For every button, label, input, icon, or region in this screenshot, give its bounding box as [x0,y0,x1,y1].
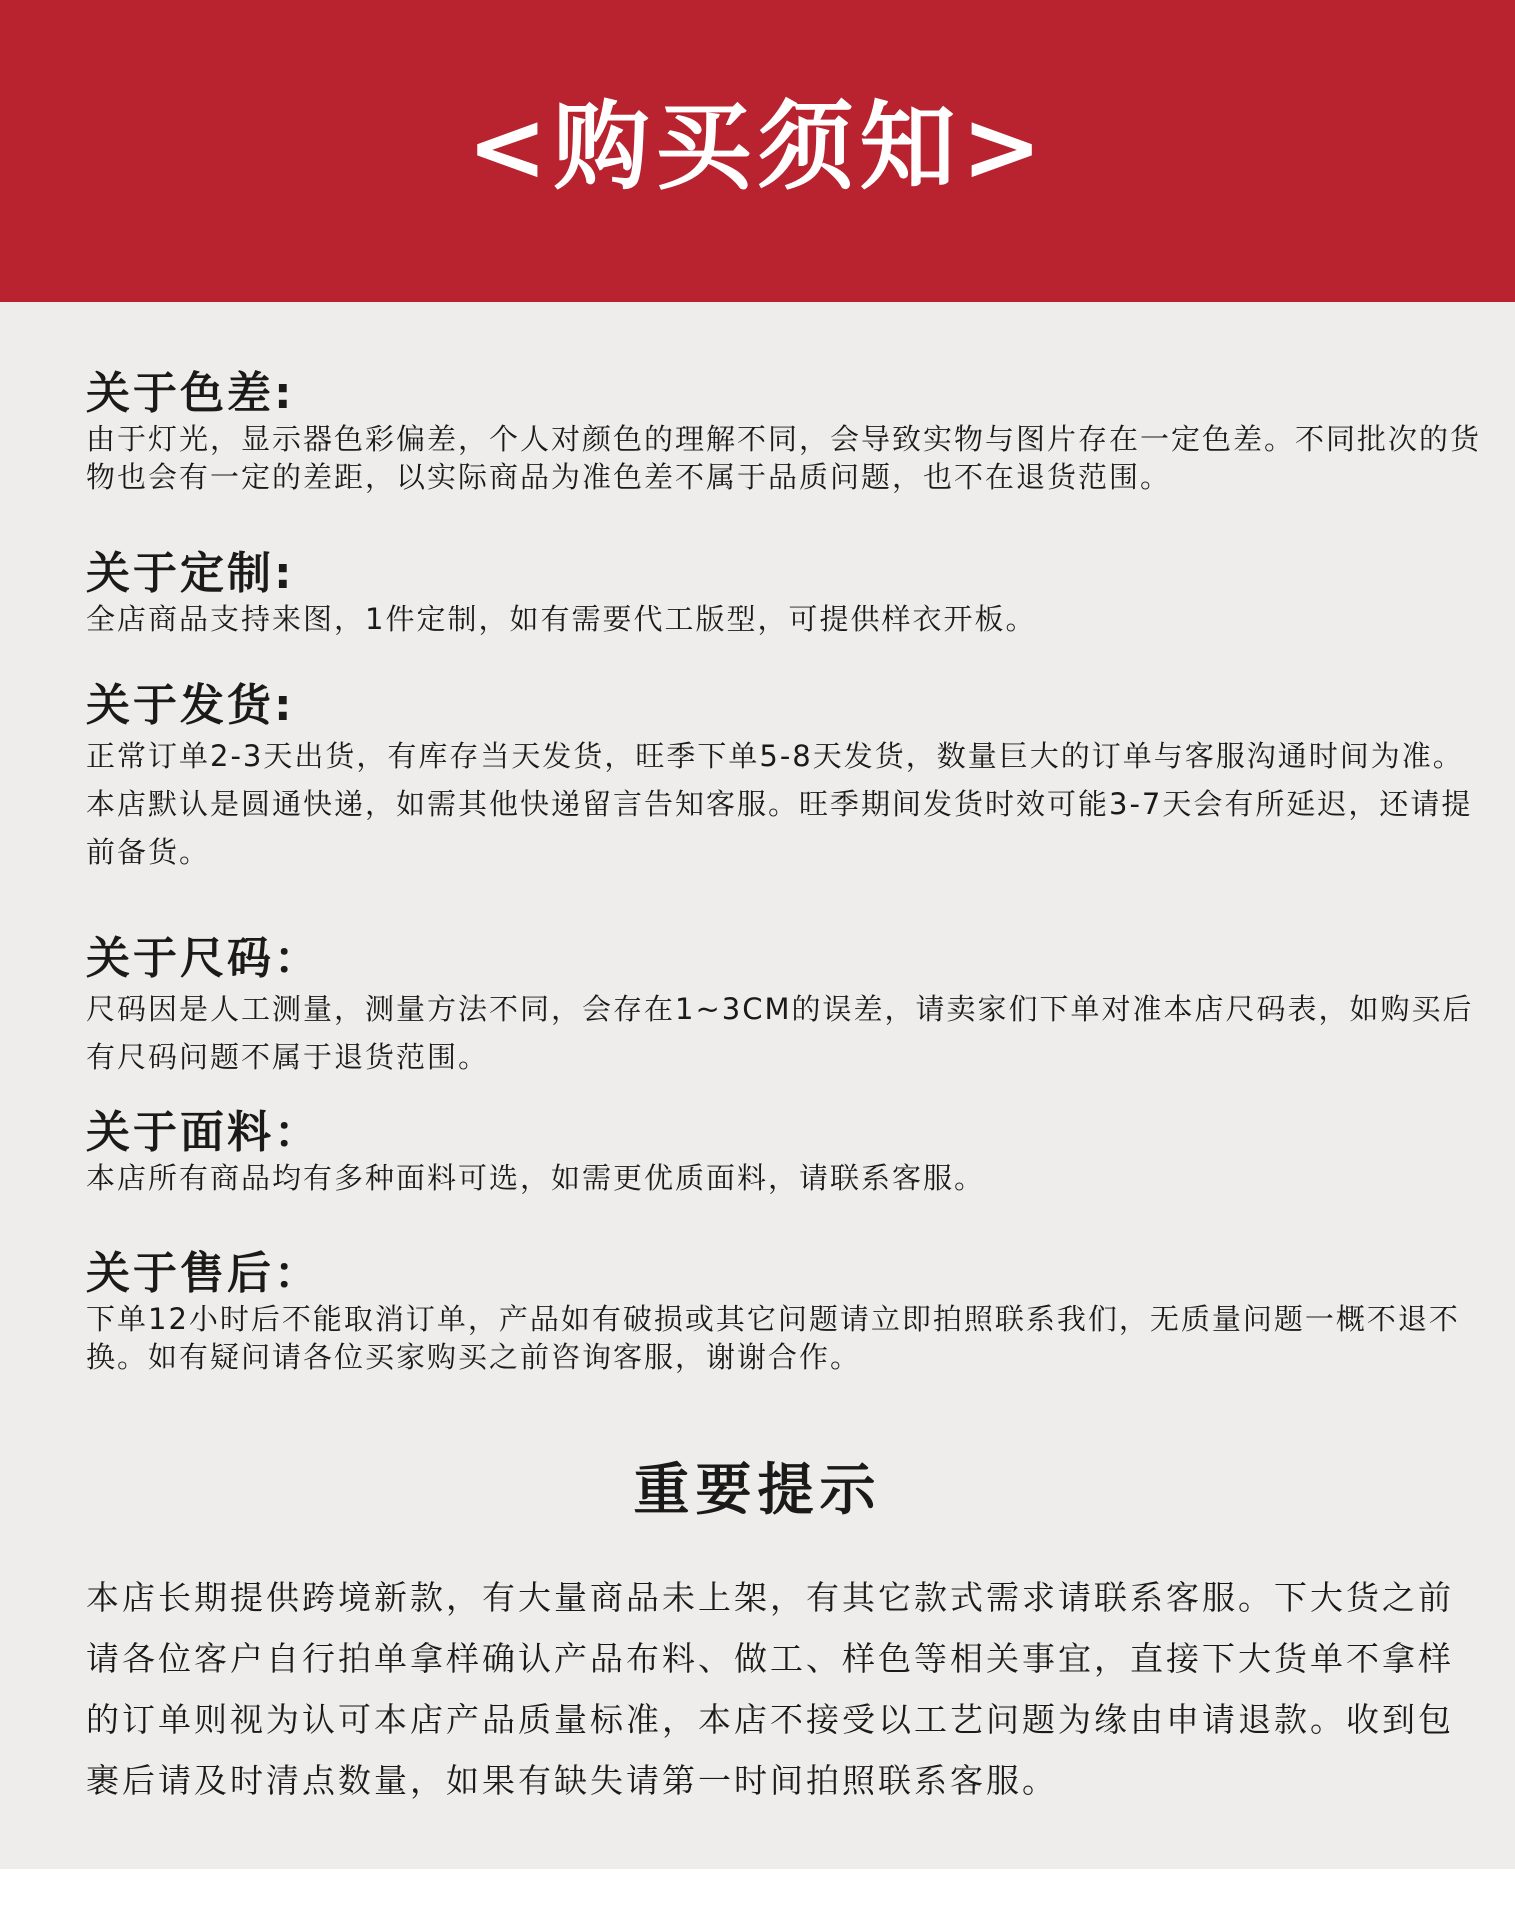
page-title: <购买须知> [467,91,1048,203]
header-banner [0,0,1515,302]
section-title: 关于面料： [86,1107,321,1158]
section-title: 关于色差: [86,368,295,419]
section-body: 由于灯光，显示器色彩偏差，个人对颜色的理解不同，会导致实物与图片存在一定色差。不同批次的货物也会有一定的差距，以实际商品为准色差不属于品质问题，也不在退货范围。 [86,422,1482,494]
section-color-difference [86,368,1486,496]
important-notice-title: 重要提示 [633,1458,882,1523]
section-title: 关于定制: [86,548,295,599]
section-title: 关于售后： [86,1248,321,1299]
section-customization [86,548,1486,638]
section-body: 下单12小时后不能取消订单，产品如有破损或其它问题请立即拍照联系我们，无质量问题一概不退不换。如有疑问请各位买家购买之前咨询客服，谢谢合作。 [86,1302,1460,1374]
section-body: 全店商品支持来图，1件定制，如有需要代工版型，可提供样衣开板。 [86,602,1037,636]
section-body: 尺码因是人工测量，测量方法不同，会存在1~3CM的误差，请卖家们下单对准本店尺码表，如购买后有尺码问题不属于退货范围。 [86,992,1474,1074]
section-fabric [86,1107,1486,1197]
section-shipping [86,680,1486,876]
section-body: 正常订单2-3天出货，有库存当天发货，旺季下单5-8天发货，数量巨大的订单与客服沟通时间为准。本店默认是圆通快递，如需其他快递留言告知客服。旺季期间发货时效可能3-7天会有所延迟，还请提前备货。 [86,739,1473,869]
section-body: 本店所有商品均有多种面料可选，如需更优质面料，请联系客服。 [86,1161,986,1195]
section-title: 关于尺码： [86,933,321,984]
section-sizing [86,933,1486,1081]
section-title: 关于发货: [86,680,295,731]
important-notice-body: 本店长期提供跨境新款，有大量商品未上架，有其它款式需求请联系客服。下大货之前请各位客户自行拍单拿样确认产品布料、做工、样色等相关事宜，直接下大货单不拿样的订单则视为认可本店产品质量标准，本店不接受以工艺问题为缘由申请退款。收到包裹后请及时清点数量，如果有缺失请第一时间拍照联系客服。 [86,1578,1454,1800]
section-after-sales [86,1248,1486,1376]
